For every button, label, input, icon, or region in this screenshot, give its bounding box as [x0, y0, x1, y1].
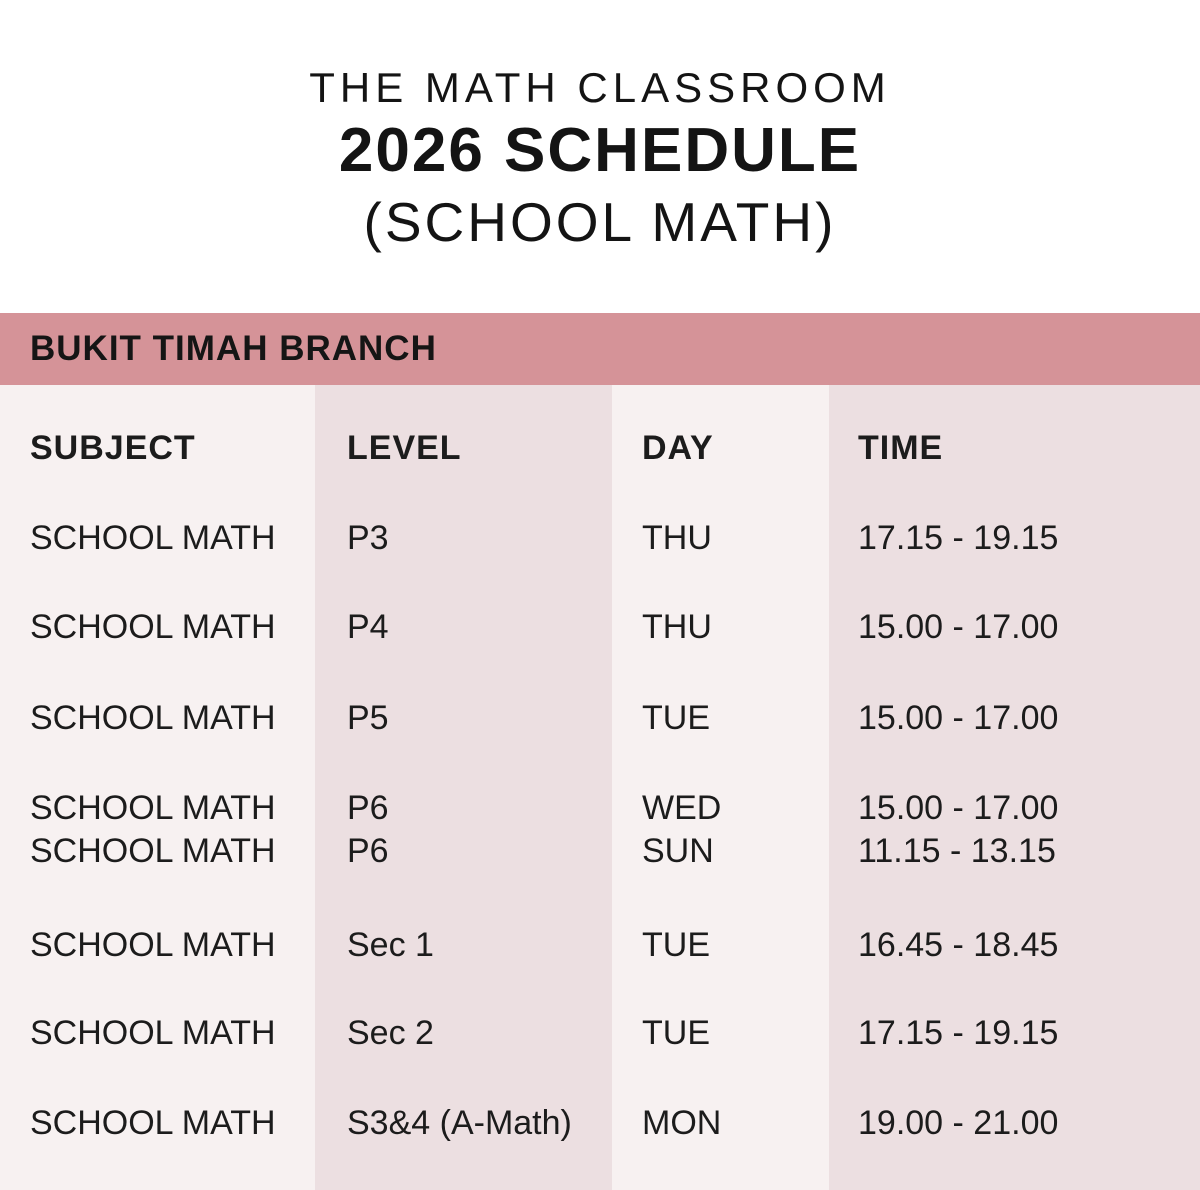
- brand-name: THE MATH CLASSROOM: [309, 64, 891, 111]
- cell-day: WED: [642, 789, 722, 827]
- cell-day: TUE: [642, 1014, 710, 1052]
- cell-time: 19.00 - 21.00: [858, 1104, 1059, 1142]
- title-block: [0, 64, 1200, 254]
- cell-day: THU: [642, 519, 712, 557]
- table-row: [0, 517, 1200, 559]
- cell-subject: SCHOOL MATH: [30, 1104, 276, 1142]
- cell-subject: SCHOOL MATH: [30, 699, 276, 737]
- cell-day: TUE: [642, 699, 710, 737]
- column-header-day: DAY: [642, 429, 714, 467]
- table-row: [0, 1012, 1200, 1054]
- cell-level: P4: [347, 608, 389, 646]
- branch-banner: [0, 313, 1200, 385]
- cell-day: SUN: [642, 832, 714, 870]
- cell-subject: SCHOOL MATH: [30, 519, 276, 557]
- table-row: [0, 924, 1200, 966]
- column-header-level: LEVEL: [347, 429, 462, 467]
- cell-level: P6: [347, 832, 389, 870]
- table-row: [0, 830, 1200, 872]
- cell-level: Sec 2: [347, 1014, 434, 1052]
- page-title: 2026 SCHEDULE: [338, 116, 862, 185]
- cell-level: S3&4 (A-Math): [347, 1104, 572, 1142]
- cell-subject: SCHOOL MATH: [30, 832, 276, 870]
- cell-time: 17.15 - 19.15: [858, 1014, 1059, 1052]
- cell-day: THU: [642, 608, 712, 646]
- cell-level: P6: [347, 789, 389, 827]
- cell-level: Sec 1: [347, 926, 434, 964]
- cell-level: P5: [347, 699, 389, 737]
- cell-day: MON: [642, 1104, 722, 1142]
- cell-time: 16.45 - 18.45: [858, 926, 1059, 964]
- branch-banner-label: BUKIT TIMAH BRANCH: [30, 329, 437, 368]
- table-row: [0, 697, 1200, 739]
- cell-time: 15.00 - 17.00: [858, 789, 1059, 827]
- table-row: [0, 1102, 1200, 1144]
- page-subtitle: (SCHOOL MATH): [363, 191, 837, 253]
- cell-time: 11.15 - 13.15: [858, 832, 1056, 870]
- cell-level: P3: [347, 519, 389, 557]
- cell-time: 15.00 - 17.00: [858, 608, 1059, 646]
- cell-time: 15.00 - 17.00: [858, 699, 1059, 737]
- cell-subject: SCHOOL MATH: [30, 1014, 276, 1052]
- cell-subject: SCHOOL MATH: [30, 608, 276, 646]
- cell-subject: SCHOOL MATH: [30, 789, 276, 827]
- column-header-subject: SUBJECT: [30, 429, 196, 467]
- cell-subject: SCHOOL MATH: [30, 926, 276, 964]
- table-header-row: [0, 427, 1200, 469]
- cell-day: TUE: [642, 926, 710, 964]
- table-row: [0, 787, 1200, 829]
- column-header-time: TIME: [858, 429, 944, 467]
- table-row: [0, 606, 1200, 648]
- cell-time: 17.15 - 19.15: [858, 519, 1059, 557]
